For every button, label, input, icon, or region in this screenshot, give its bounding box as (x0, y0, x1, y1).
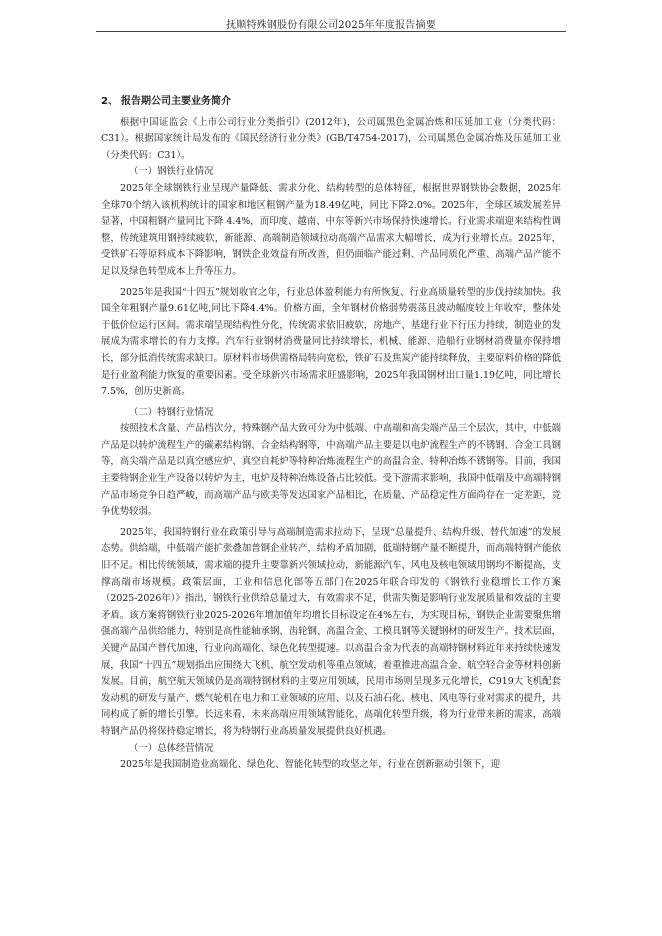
special-steel-paragraph-2: 2025年，我国特钢行业在政策引导与高端制造需求拉动下，呈现“总量提升、结构升级、替代加速”的发展态势。供给端，中低端产能扩张叠加普钢企业转产，结构矛盾加剧，低端特钢产量不断提升，而高端特钢产能依旧不足。相比传统领域，需求端的提升主要靠新兴领域拉动，新能源汽车、风电及核电领域用钢均不断提高，支撑高端市场规模。政策层面，工业和信息化部等五部门在2025年联合印发的《钢铁行业稳增长工作方案（2025-2026年）》指出，钢铁行业供给总量过大，有效需求不足，供需失衡是影响行业发展质量和效益的主要矛盾。该方案将钢铁行业2025-2026年增加值年均增长目标设定在4%左右，为实现目标，钢铁企业需要聚焦增强高端产品供给能力，特别是高性能轴承钢、齿轮钢、高温合金、工模具钢等关键钢材的研发生产。技术层面，关键产品国产替代加速，行业向高端化、绿色化转型提速。以高温合金为代表的高端特钢材料近年来持续快速发展，我国“十四五”规划指出应围绕大飞机、航空发动机等重点领域，着重推进高温合金、航空轻合金等材料创新发展。目前，航空航天领域仍是高端特钢材料的主要应用领域，民用市场则呈现多元化增长，C919大飞机配套发动机的研发与量产、燃气轮机在电力和工业领域的应用、以及石油石化、核电、风电等行业对需求的提升，共同构成了新的增长引擎。长远来看，未来高端应用领域智能化、高端化转型升级，将为行业带来新的需求，高端特钢产品仍将保持稳定增长，将为特钢行业高质量发展提供良好机遇。 (101, 526, 561, 737)
section-number: 2、 (101, 96, 118, 107)
steel-industry-heading: （一）钢铁行业情况 (129, 166, 214, 178)
steel-paragraph-1: 2025年全球钢铁行业呈现产量降低、需求分化、结构转型的总体特征，根据世界钢铁协会数据，2025年全球70个纳入该机构统计的国家和地区粗钢产量为18.49亿吨，同比下降2.0%。2025年，全球区域发展差异显著，中国粗钢产量同比下降 4.4%，而印度、越南、中东等新兴市场保持快速增长。行业需求端迎来结构性调整，传统建筑用钢持续疲软，新能源、高端制造领域拉动高端产品需求大幅增长，成为行业增长点。2025年，受铁矿石等原料成本下降影响，钢铁企业效益有所改善，但仍面临产能过剩、产品同质化严重、高端产品产能不足以及绿色转型成本上升等压力。 (101, 182, 561, 277)
document-body (101, 94, 561, 774)
overall-operation-heading: （一）总体经营情况 (129, 742, 214, 754)
page-header: 抚顺特殊钢股份有限公司2025年年度报告摘要 (226, 20, 436, 31)
section-title (101, 94, 561, 111)
steel-paragraph-2: 2025年是我国“十四五”规划收官之年，行业总体盈利能力有所恢复、行业高质量转型的步伐持续加快。我国全年粗钢产量9.61亿吨,同比下降4.4%。价格方面，全年钢材价格弱势震荡且波动幅度较上年收窄，整体处于低价位运行区间。需求端呈现结构性分化，传统需求依旧疲软，房地产、基建行业下行压力持续，制造业的发展成为需求增长的有力支撑。汽车行业钢材消费量同比持续增长，机械、能源、造船行业钢材消费量亦保持增长，部分抵消传统需求缺口。原材料市场供需格局转向宽松，铁矿石及焦炭产能持续释放，主要原料价格的降低是行业盈利能力恢复的重要因素。受全球新兴市场需求旺盛影响，2025年我国钢材出口量1.19亿吨，同比增长7.5%，创历史新高。 (101, 286, 561, 398)
header-divider (96, 31, 566, 32)
overall-operation-paragraph: 2025年是我国制造业高端化、绿色化、智能化转型的攻坚之年，行业在创新驱动引领下，迎 (120, 759, 501, 771)
special-steel-paragraph-1: 按照技术含量、产品档次分，特殊钢产品大致可分为中低端、中高端和高尖端产品三个层次，其中，中低端产品是以转炉流程生产的碳素结构钢、合金结构钢等，中高端产品主要是以电炉流程生产的不锈钢、合金工具钢等，高尖端产品是以真空感应炉、真空自耗炉等特种冶炼流程生产的高温合金、特种冶炼不锈钢等。目前，我国主要特钢企业生产设备以转炉为主，电炉及特种冶炼设备占比较低。受下游需求影响，我国中低端及中高端特钢产品市场竞争日趋严峻，而高端产品与欧美等发达国家产品相比，在质量、产品稳定性方面尚存在一定差距，竞争优势较弱。 (101, 423, 561, 518)
intro-paragraph: 根据中国证监会《上市公司行业分类指引》(2012年)，公司属黑色金属冶炼和压延加工业（分类代码：C31）。根据国家统计局发布的《国民经济行业分类》(GB/T4754-2017)，公司属黑色金属冶炼及压延加工业（分类代码：C31）。 (101, 116, 561, 161)
section-title-text: 报告期公司主要业务简介 (121, 96, 231, 107)
special-steel-heading: （二）特钢行业情况 (129, 406, 214, 418)
